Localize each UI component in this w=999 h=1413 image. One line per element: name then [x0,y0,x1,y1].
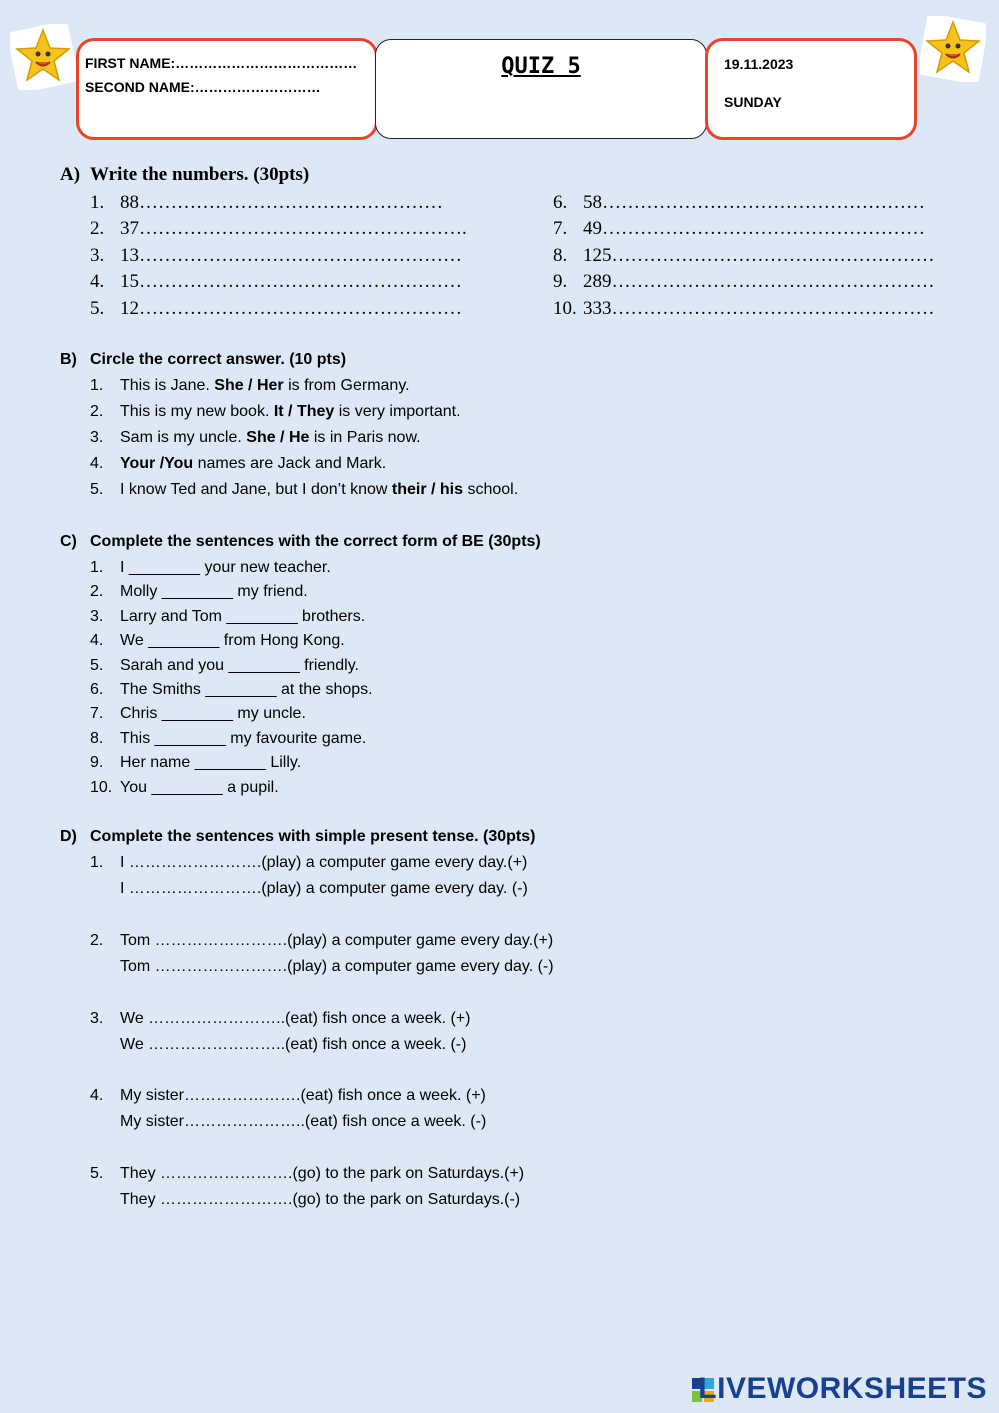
item-text-post: is very important. [334,403,461,420]
item-text: 333…………………………………………… [583,298,935,319]
item-number: 2. [90,583,104,601]
list-item-negative: Tom …………………….(play) a computer game every day. (-) [120,958,554,975]
item-text: We ________ from Hong Kong. [120,632,345,650]
item-number: 3. [90,1010,104,1027]
answer-choice: She / Her [214,377,284,394]
answer-choice: Your /You [120,455,194,472]
list-item [90,377,410,395]
list-item-negative: They …………………….(go) to the park on Saturdays.(-) [120,1191,521,1208]
star-smiley-icon [10,24,76,90]
answer-choice: It / They [273,403,335,420]
list-item [90,583,308,601]
item-number: 6. [553,192,568,213]
list-item-negative: We ……………………..(eat) fish once a week. (-) [120,1036,467,1053]
item-number: 4. [90,455,104,472]
date-box [705,38,917,140]
item-number: 7. [553,218,568,239]
list-item [90,632,345,650]
item-text: You ________ a pupil. [120,778,279,796]
item-text-post: school. [463,481,519,498]
list-item-negative: My sister…………………..(eat) fish once a week. (-) [120,1113,487,1130]
item-text: This ________ my favourite game. [120,729,367,747]
item-text-pre: Sam is my uncle. [120,429,247,446]
item-number: 2. [90,932,104,949]
item-number: 10. [553,298,577,319]
section-c-title: C) Complete the sentences with the correct form of BE (30pts) [60,533,541,550]
item-text: Chris ________ my uncle. [120,705,306,723]
item-number: 2. [90,403,104,420]
item-text: 13…………………………………………… [120,245,462,266]
item-text: 37……………………………………………. [120,218,467,239]
star-smiley-icon [920,16,986,82]
number-item [90,218,467,240]
list-item [90,657,359,675]
number-item [90,271,462,293]
number-item [553,192,925,214]
item-number: 1. [90,377,104,394]
list-item [90,1165,524,1183]
section-a-title: A) Write the numbers. (30pts) [60,164,310,185]
item-number: 1. [90,559,104,576]
list-item [90,681,373,699]
item-text: I ________ your new teacher. [120,559,331,576]
list-item [90,403,461,421]
item-text: Sarah and you ________ friendly. [120,656,359,674]
item-text: Larry and Tom ________ brothers. [120,607,366,625]
list-item [90,779,279,797]
number-item [90,298,462,320]
item-text: 49…………………………………………… [583,218,925,239]
list-item [90,705,306,723]
item-number: 4. [90,271,105,292]
item-text: Her name ________ Lilly. [120,754,302,772]
first-name-label: FIRST NAME:………………………………… [85,55,358,71]
list-item [90,730,366,748]
liveworksheets-logo: LIVEWORKSHEETS [698,1372,987,1405]
item-text: 289…………………………………………… [583,271,935,292]
list-item [90,1010,470,1028]
item-text: 88………………………………………… [120,192,443,213]
item-number: 9. [553,271,568,292]
item-number: 10. [90,778,113,796]
item-text-positive: My sister………………….(eat) fish once a week. (+) [120,1087,486,1104]
item-text-post: is in Paris now. [309,429,421,446]
list-item [90,854,527,872]
item-text: The Smiths ________ at the shops. [120,681,373,698]
item-number: 9. [90,754,104,772]
item-text: 15…………………………………………… [120,271,462,292]
item-text: 12…………………………………………… [120,298,462,319]
name-box [76,38,378,140]
item-number: 5. [90,481,104,498]
number-item [90,245,462,267]
item-number: 4. [90,632,104,650]
number-item [553,218,925,240]
list-item [90,455,386,473]
item-text-positive: Tom …………………….(play) a computer game every day.(+) [120,932,554,949]
number-item [553,271,935,293]
item-number: 2. [90,218,105,239]
item-number: 3. [90,245,105,266]
item-text-pre: I know Ted and Jane, but I don’t know [120,481,392,498]
item-number: 3. [90,429,104,446]
item-text-positive: I …………………….(play) a computer game every day.(+) [120,854,528,871]
number-item [553,298,935,320]
date: 19.11.2023 [724,56,794,72]
list-item [90,932,553,950]
number-item [553,245,935,267]
item-text-post: is from Germany. [283,377,410,394]
list-item [90,1087,486,1105]
item-number: 1. [90,192,105,213]
answer-choice: She / He [246,429,310,446]
answer-choice: their / his [391,481,464,498]
item-text-pre: This is my new book. [120,403,274,420]
list-item [90,481,518,499]
item-number: 6. [90,681,104,698]
list-item [90,559,331,577]
item-number: 5. [90,1165,104,1182]
item-number: 4. [90,1087,104,1104]
list-item [90,608,365,626]
day: SUNDAY [724,94,782,110]
list-item [90,754,301,772]
item-number: 8. [553,245,568,266]
section-b-title: B) Circle the correct answer. (10 pts) [60,351,347,368]
item-number: 5. [90,656,104,674]
item-text: 125…………………………………………… [583,245,935,266]
number-item [90,192,443,214]
title-box [375,39,707,139]
item-number: 1. [90,854,104,871]
item-number: 7. [90,705,104,723]
item-number: 8. [90,729,104,747]
item-text-pre: This is Jane. [120,377,215,394]
list-item [90,429,421,447]
section-d-title: D) Complete the sentences with simple present tense. (30pts) [60,828,536,845]
item-text-positive: They …………………….(go) to the park on Saturdays.(+) [120,1165,525,1182]
item-text-post: names are Jack and Mark. [193,455,387,472]
item-text: 58…………………………………………… [583,192,925,213]
list-item-negative: I …………………….(play) a computer game every day. (-) [120,880,528,897]
item-number: 3. [90,607,104,625]
item-text: Molly ________ my friend. [120,583,308,601]
item-text-positive: We ……………………..(eat) fish once a week. (+) [120,1010,471,1027]
page-title: QUIZ 5 [501,54,581,79]
second-name-label: SECOND NAME:……………………… [85,79,321,95]
item-number: 5. [90,298,105,319]
